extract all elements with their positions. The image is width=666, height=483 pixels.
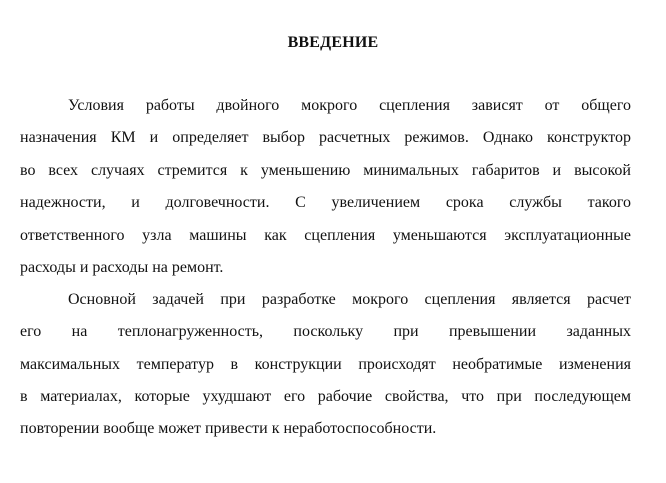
paragraph-line: его на теплонагруженность, поскольку при превышении заданных	[20, 323, 631, 340]
paragraph-line: ответственного узла машины как сцепления уменьшаются эксплуатационные	[20, 227, 631, 244]
paragraph-line: назначения КМ и определяет выбор расчетных режимов. Однако конструктор	[20, 129, 631, 146]
paragraph-line: повторении вообще может привести к неработоспособности.	[20, 420, 437, 437]
page-title: ВВЕДЕНИЕ	[287, 34, 379, 51]
paragraph-line: надежности, и долговечности. С увеличением срока службы такого	[20, 194, 631, 211]
paragraph-line: во всех случаях стремится к уменьшению минимальных габаритов и высокой	[20, 162, 631, 179]
paragraph-line: максимальных температур в конструкции происходят необратимые изменения	[20, 356, 631, 373]
paragraph-line: Основной задачей при разработке мокрого сцепления является расчет	[68, 291, 631, 308]
paragraph-line: расходы и расходы на ремонт.	[20, 259, 224, 276]
paragraph-line: Условия работы двойного мокрого сцепления зависят от общего	[68, 97, 631, 114]
paragraph-line: в материалах, которые ухудшают его рабочие свойства, что при последующем	[20, 388, 631, 405]
